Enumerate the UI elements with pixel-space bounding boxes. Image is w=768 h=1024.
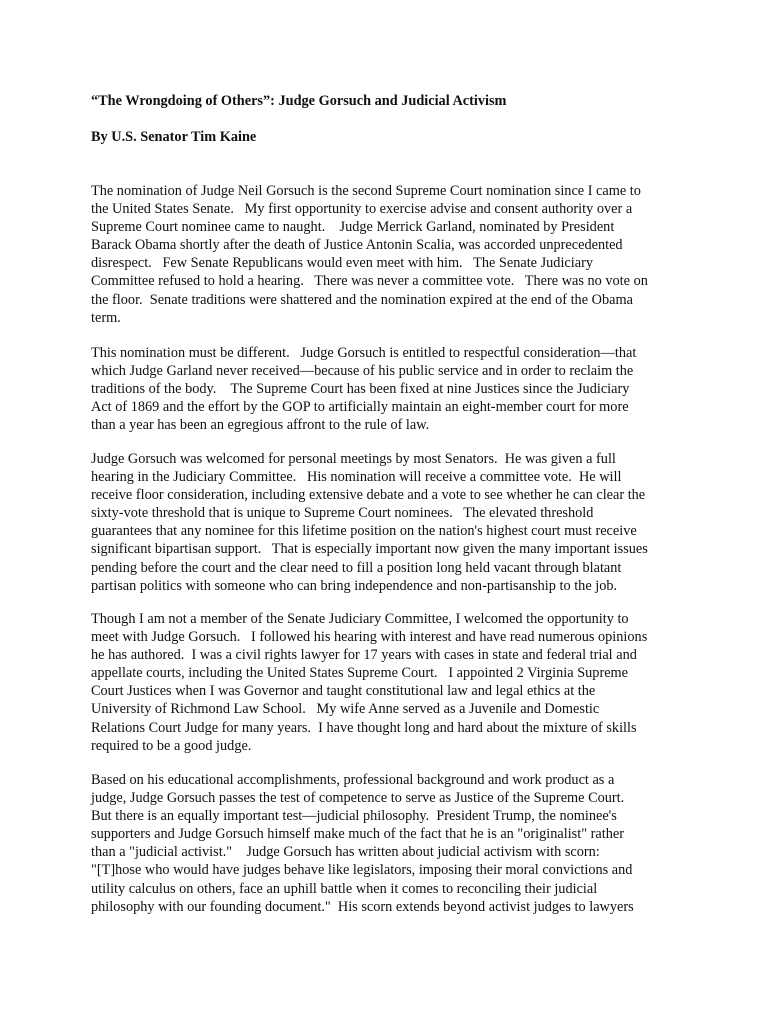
text-line: University of Richmond Law School. My wife Anne served as a Juvenile and Domestic — [91, 701, 600, 718]
text-line: "[T]hose who would have judges behave like legislators, imposing their moral convictions and — [91, 862, 633, 879]
text-line: significant bipartisan support. That is especially important now given the many important issues — [91, 541, 648, 558]
text-line: This nomination must be different. Judge Gorsuch is entitled to respectful consideration—that — [91, 345, 637, 361]
text-line: Based on his educational accomplishments, professional background and work product as a — [91, 772, 615, 788]
text-line: than a "judicial activist." Judge Gorsuch has written about judicial activism with scorn: — [91, 844, 600, 861]
text-line: disrespect. Few Senate Republicans would even meet with him. The Senate Judiciary — [91, 255, 593, 272]
paragraph — [91, 344, 691, 434]
text-line: Committee refused to hold a hearing. There was never a committee vote. There was no vote on — [91, 273, 648, 290]
text-line: required to be a good judge. — [91, 737, 252, 754]
paragraph — [91, 771, 691, 916]
text-line: Act of 1869 and the effort by the GOP to artificially maintain an eight-member court for more — [91, 399, 629, 416]
text-line: supporters and Judge Gorsuch himself make much of the fact that he is an "originalist" rather — [91, 826, 624, 843]
text-line: sixty-vote threshold that is unique to Supreme Court nominees. The elevated threshold — [91, 505, 594, 522]
text-line: utility calculus on others, face an uphill battle when it comes to reconciling their judicial — [91, 880, 598, 897]
author-byline: By U.S. Senator Tim Kaine — [91, 129, 257, 145]
text-line: But there is an equally important test—judicial philosophy. President Trump, the nominee's — [91, 808, 617, 825]
text-line: Barack Obama shortly after the death of Justice Antonin Scalia, was accorded unprecedented — [91, 237, 623, 254]
text-line: the floor. Senate traditions were shattered and the nomination expired at the end of the Obama — [91, 291, 633, 308]
paragraph — [91, 610, 691, 755]
paragraph — [91, 450, 691, 595]
text-line: term. — [91, 309, 121, 326]
text-line: meet with Judge Gorsuch. I followed his hearing with interest and have read numerous opinions — [91, 629, 648, 646]
text-line: traditions of the body. The Supreme Court has been fixed at nine Justices since the Judiciary — [91, 381, 630, 398]
text-line: hearing in the Judiciary Committee. His nomination will receive a committee vote. He will — [91, 469, 622, 486]
text-line: partisan politics with someone who can bring independence and non-partisanship to the job. — [91, 577, 618, 594]
text-line: philosophy with our founding document." His scorn extends beyond activist judges to lawyers — [91, 898, 634, 915]
text-line: receive floor consideration, including extensive debate and a vote to see whether he can clear the — [91, 487, 646, 504]
text-line: Court Justices when I was Governor and taught constitutional law and legal ethics at the — [91, 683, 596, 700]
text-line: Relations Court Judge for many years. I have thought long and hard about the mixture of skills — [91, 719, 637, 736]
text-line: he has authored. I was a civil rights lawyer for 17 years with cases in state and federal trial and — [91, 647, 637, 664]
text-line: Judge Gorsuch was welcomed for personal meetings by most Senators. He was given a full — [91, 451, 616, 467]
text-line: than a year has been an egregious affront to the rule of law. — [91, 417, 430, 434]
text-line: Though I am not a member of the Senate Judiciary Committee, I welcomed the opportunity to — [91, 611, 629, 627]
text-line: which Judge Garland never received—because of his public service and in order to reclaim the — [91, 363, 634, 380]
text-line: Supreme Court nominee came to naught. Judge Merrick Garland, nominated by President — [91, 219, 615, 236]
text-line: judge, Judge Gorsuch passes the test of competence to serve as Justice of the Supreme Court. — [91, 790, 625, 807]
document-title: “The Wrongdoing of Others”: Judge Gorsuch and Judicial Activism — [91, 93, 507, 109]
text-line: appellate courts, including the United States Supreme Court. I appointed 2 Virginia Supreme — [91, 665, 629, 682]
paragraph — [91, 182, 691, 327]
text-line: pending before the court and the clear need to fill a position long held vacant through blatant — [91, 559, 622, 576]
text-line: the United States Senate. My first opportunity to exercise advise and consent authority over a — [91, 201, 633, 218]
text-line: guarantees that any nominee for this lifetime position on the nation's highest court must receive — [91, 523, 637, 540]
text-line: The nomination of Judge Neil Gorsuch is the second Supreme Court nomination since I came to — [91, 183, 641, 199]
